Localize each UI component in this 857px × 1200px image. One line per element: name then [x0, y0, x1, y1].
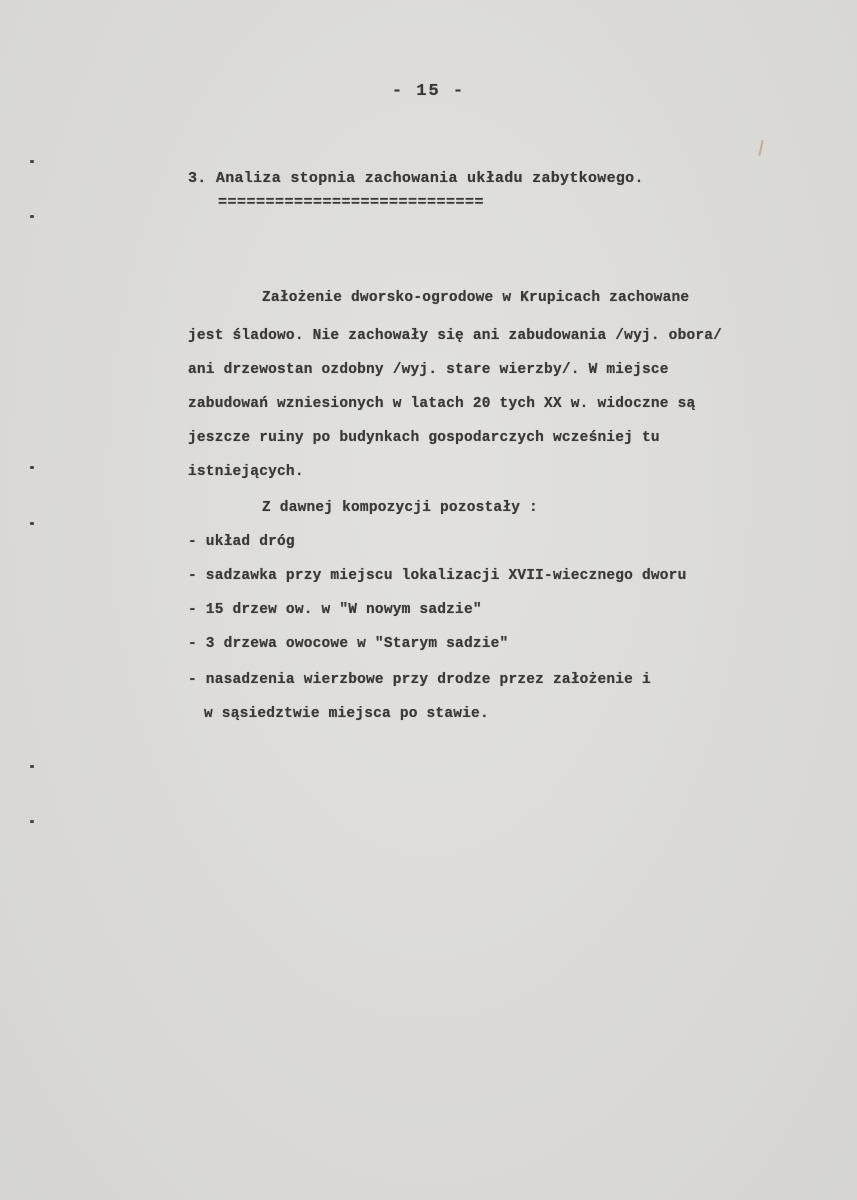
- list-item-continuation: w sąsiedztwie miejsca po stawie.: [204, 706, 489, 722]
- section-heading: 3. Analiza stopnia zachowania układu zabytkowego.: [188, 170, 644, 187]
- heading-underline: ============================: [218, 194, 485, 211]
- margin-dot: [30, 765, 34, 768]
- list-item: - układ dróg: [188, 534, 295, 550]
- margin-dot: [30, 215, 34, 218]
- paragraph-line: ani drzewostan ozdobny /wyj. stare wierzby/. W miejsce: [188, 362, 669, 378]
- paragraph-line: jeszcze ruiny po budynkach gospodarczych wcześniej tu: [188, 430, 660, 446]
- margin-dot: [30, 466, 34, 469]
- paragraph-line: Założenie dworsko-ogrodowe w Krupicach zachowane: [262, 290, 690, 306]
- page-number: - 15 -: [391, 82, 466, 101]
- paper-stain: [758, 140, 763, 156]
- list-item: - 15 drzew ow. w "W nowym sadzie": [188, 602, 482, 618]
- paragraph-line: zabudowań wzniesionych w latach 20 tych XX w. widoczne są: [188, 396, 696, 412]
- margin-dot: [30, 160, 34, 163]
- margin-dot: [30, 522, 34, 525]
- list-item: - 3 drzewa owocowe w "Starym sadzie": [188, 636, 509, 652]
- paragraph-line: istniejących.: [188, 464, 304, 480]
- list-intro: Z dawnej kompozycji pozostały :: [262, 500, 538, 516]
- paragraph-line: jest śladowo. Nie zachowały się ani zabudowania /wyj. obora/: [188, 328, 723, 344]
- list-item: - nasadzenia wierzbowe przy drodze przez założenie i: [188, 672, 651, 688]
- margin-dot: [30, 820, 34, 823]
- list-item: - sadzawka przy miejscu lokalizacji XVII-wiecznego dworu: [188, 568, 687, 584]
